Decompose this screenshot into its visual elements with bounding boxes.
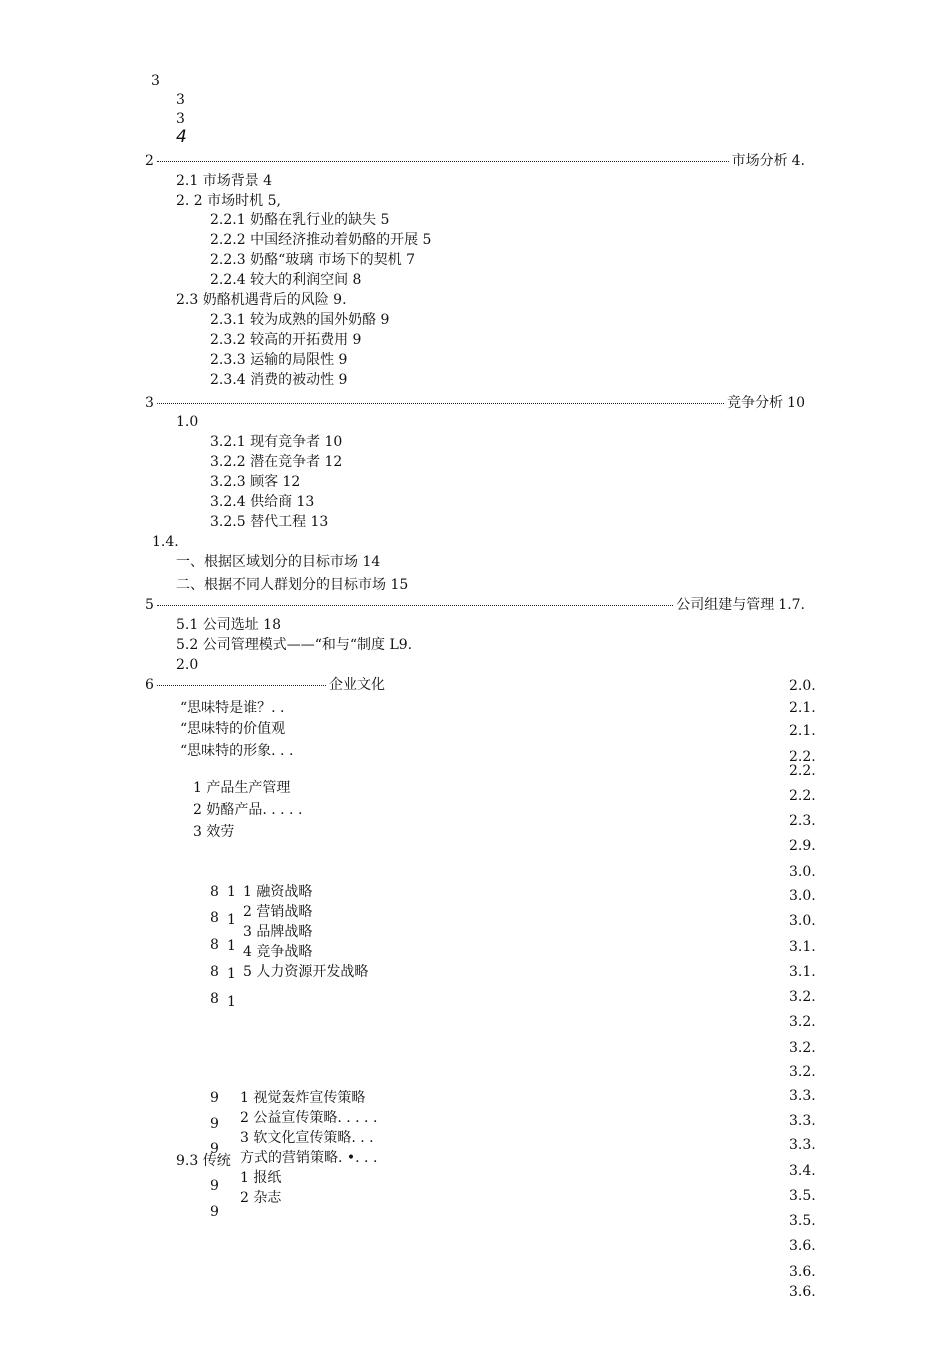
page-number: 2.1. [789, 723, 816, 739]
chapter-page: 1.7. [778, 597, 805, 613]
toc-entry: 2 杂志 [240, 1190, 282, 1206]
toc-entry: 3.2.5 替代工程 13 [210, 514, 329, 530]
page-number: 3.2. [789, 1014, 816, 1030]
chapter-page: 10 [787, 395, 805, 411]
toc-chapter-6 [145, 676, 385, 694]
toc-entry: 2.2.1 奶酪在乳行业的缺失 5 [210, 212, 390, 228]
toc-entry: 2 奶酪产品. . . . . [193, 802, 303, 818]
section-prefix: 9 [210, 1090, 219, 1106]
toc-entry: 2 公益宣传策略. . . . . [240, 1110, 378, 1126]
toc-entry: 2.2.2 中国经济推动着奶酪的开展 5 [210, 232, 432, 248]
section-prefix: 9 [210, 1141, 219, 1157]
top-number: 4 [176, 127, 187, 147]
top-number: 3 [151, 73, 160, 89]
page-number: 2.0. [789, 678, 816, 694]
chapter-number: 6 [145, 677, 154, 693]
page-number: 3.6. [789, 1284, 816, 1300]
toc-entry: 1.4. [152, 534, 179, 550]
toc-entry: 3 品牌战略 [243, 924, 313, 940]
page-number: 2.2. [789, 749, 816, 765]
page-number: 3.5. [789, 1213, 816, 1229]
page-number: 3.3. [789, 1088, 816, 1104]
dot-leader [157, 685, 326, 686]
toc-entry: 1 报纸 [240, 1170, 282, 1186]
section-prefix: 8 [210, 964, 219, 980]
page-number: 3.1. [789, 964, 816, 980]
page-number: 3.2. [789, 989, 816, 1005]
chapter-number: 2 [145, 153, 154, 169]
toc-entry: 1 产品生产管理 [193, 780, 291, 796]
section-prefix: 1 [227, 884, 236, 900]
chapter-title: 公司组建与管理 [676, 597, 775, 613]
toc-entry: 3.2.2 潜在竞争者 12 [210, 454, 343, 470]
section-prefix: 9 [210, 1178, 219, 1194]
toc-entry: “思味特的形象. . . [180, 743, 294, 759]
toc-entry: 2.1 市场背景 4 [176, 173, 273, 189]
dot-leader [157, 161, 729, 162]
toc-entry: 一、根据区域划分的目标市场 14 [176, 554, 381, 570]
section-prefix: 8 [210, 991, 219, 1007]
toc-entry: 5.2 公司管理模式——“和与“制度 L9. [176, 637, 413, 653]
toc-entry: 二、根据不同人群划分的目标市场 15 [176, 577, 409, 593]
toc-entry: “思味特的价值观 [180, 721, 286, 737]
toc-entry: 1 融资战略 [243, 884, 313, 900]
page-number: 3.3. [789, 1113, 816, 1129]
section-prefix: 9.3 传统 [176, 1153, 231, 1169]
toc-entry: 3 软文化宣传策略. . . [240, 1130, 374, 1146]
page-number: 3.0. [789, 888, 816, 904]
chapter-number: 5 [145, 597, 154, 613]
toc-entry: 2.3.2 较高的开拓费用 9 [210, 332, 362, 348]
page-number: 3.0. [789, 913, 816, 929]
page-number: 3.0. [789, 864, 816, 880]
page-number: 3.6. [789, 1264, 816, 1280]
toc-entry: 3.2.1 现有竞争者 10 [210, 434, 343, 450]
section-prefix: 8 [210, 884, 219, 900]
page-number: 3.6. [789, 1238, 816, 1254]
toc-entry: 3.2.4 供给商 13 [210, 494, 315, 510]
toc-entry: 2.3 奶酪机遇背后的风险 9. [176, 292, 347, 308]
toc-entry: 5.1 公司选址 18 [176, 617, 281, 633]
toc-entry: 2.0 [176, 657, 199, 673]
section-prefix: 9 [210, 1204, 219, 1220]
toc-chapter-2 [145, 152, 805, 170]
section-prefix: 8 [210, 937, 219, 953]
section-prefix: 9 [210, 1116, 219, 1132]
section-prefix: 8 [210, 910, 219, 926]
toc-chapter-5 [145, 596, 805, 614]
toc-entry: 方式的营销策略. •. . . [240, 1150, 378, 1166]
section-prefix: 1 [227, 966, 236, 982]
toc-chapter-3 [145, 394, 805, 412]
toc-entry: 4 竞争战略 [243, 944, 313, 960]
chapter-title: 市场分析 [731, 153, 788, 169]
toc-entry: 1 视觉轰炸宣传策略 [240, 1090, 366, 1106]
toc-entry: 1.0 [176, 414, 199, 430]
page-number: 3.5. [789, 1188, 816, 1204]
dot-leader [157, 403, 724, 404]
page-number: 3.2. [789, 1040, 816, 1056]
page-number: 2.2. [789, 763, 816, 779]
toc-entry: 2. 2 市场时机 5, [176, 193, 281, 209]
toc-entry: “思味特是谁？. . [180, 700, 285, 716]
toc-entry: 3 效劳 [193, 824, 235, 840]
section-prefix: 1 [227, 938, 236, 954]
toc-entry: 2.3.1 较为成熟的国外奶酪 9 [210, 312, 390, 328]
top-number: 3 [176, 111, 185, 127]
toc-entry: 2.2.4 较大的利润空间 8 [210, 272, 362, 288]
chapter-title: 竞争分析 [727, 395, 784, 411]
page-number: 3.1. [789, 939, 816, 955]
toc-entry: 2.2.3 奶酪“玻璃 市场下的契机 7 [210, 252, 416, 268]
page-number: 2.9. [789, 838, 816, 854]
toc-entry: 2 营销战略 [243, 904, 313, 920]
toc-entry: 5 人力资源开发战略 [243, 964, 369, 980]
top-number: 3 [176, 92, 185, 108]
page-number: 2.1. [789, 700, 816, 716]
page-number: 2.3. [789, 813, 816, 829]
page-number: 2.2. [789, 788, 816, 804]
page-number: 3.2. [789, 1064, 816, 1080]
toc-entry: 3.2.3 顾客 12 [210, 474, 301, 490]
page-number: 3.4. [789, 1163, 816, 1179]
chapter-number: 3 [145, 395, 154, 411]
toc-entry: 2.3.4 消费的被动性 9 [210, 372, 348, 388]
dot-leader [157, 605, 673, 606]
toc-entry: 2.3.3 运输的局限性 9 [210, 352, 348, 368]
page-number: 3.3. [789, 1137, 816, 1153]
chapter-title: 企业文化 [329, 677, 385, 693]
chapter-page: 4. [791, 153, 805, 169]
section-prefix: 1 [227, 912, 236, 928]
section-prefix: 1 [227, 994, 236, 1010]
